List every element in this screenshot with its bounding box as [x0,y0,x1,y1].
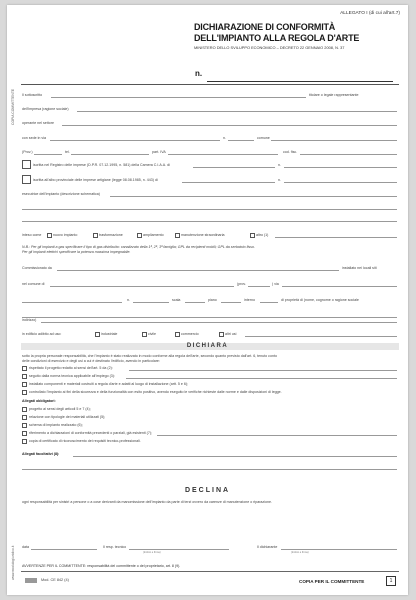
label-edificio: in edificio adibito ad uso: [22,332,62,336]
field-norma[interactable] [126,378,397,379]
field-operante[interactable] [62,125,397,126]
label-n2: n. [127,298,130,302]
label-iscritto-registro: iscritta nel Registro delle imprese (D.P.R. 07.12.1995, n. 581) della Camera C.I.A.A. di [33,163,170,167]
label-via: ) via [272,282,279,286]
checkbox-allegato-progetto[interactable] [22,407,27,412]
title-line-2: DELL'IMPIANTO ALLA REGOLA D'ARTE [194,33,360,43]
checkbox-commercio[interactable] [175,332,180,337]
dichiara-item-componenti: installato componenti e materiali costruiti a regola d'arte e adatti al luogo di installazione (artt. 5 e 6); [29,382,189,386]
label-piva: part. IVA [152,150,166,154]
field-piva[interactable] [168,154,278,155]
field-n-albo[interactable] [284,182,397,183]
field-via-cont[interactable] [22,302,122,303]
label-prov: (Prov.) [22,150,33,154]
checkbox-controllato[interactable] [22,390,27,395]
checkbox-albo-artigiane[interactable] [22,175,31,184]
label-interno: interno [244,298,255,302]
header-divider [21,84,399,85]
field-via[interactable] [282,286,397,287]
dichiara-heading: DICHIARA [186,343,229,349]
use-altri-usi: altri usi [225,332,237,336]
checkbox-norma-tecnica[interactable] [22,374,27,379]
avvertenze-text: AVVERTENZE PER IL COMMITTENTE: responsabilità del committente o del proprietario, art. 8 (9). [22,564,181,568]
allegato-certificato: copia di certificato di riconoscimento dei requisiti tecnico-professionali. [29,439,141,443]
field-proprieta[interactable] [22,317,397,318]
number-label: n. [195,69,203,78]
checkbox-allegato-schema[interactable] [22,423,27,428]
field-interno[interactable] [260,302,278,303]
nb-elettrici: Per gli impianti elettrici specificare la potenza massima impegnabile. [22,250,131,254]
field-piano[interactable] [221,302,241,303]
dichiara-intro-1: sotto la propria personale responsabilità, che l'impianto è stato realizzato in modo conforme alla regola dell'arte, secondo quanto previsto dall'art. 6, tenuto conto [22,354,277,358]
label-esecutrice: esecutrice dell'impianto (descrizione schematica) [22,192,100,196]
field-facoltativi[interactable] [73,456,397,457]
label-tel: tel. [65,150,70,154]
field-tel[interactable] [71,154,149,155]
checkbox-altro[interactable] [250,233,255,238]
field-progetto[interactable] [129,370,397,371]
number-field[interactable] [207,81,393,82]
option-manutenzione: manutenzione straordinaria [181,233,225,237]
label-prov2: (prov. [237,282,246,286]
use-industriale: industriale [101,332,118,336]
use-civile: civile [148,332,156,336]
option-nuovo-impianto: nuovo impianto [53,233,78,237]
label-n-registro: n. [278,163,281,167]
label-impresa: dell'impresa (ragione sociale) [22,107,69,111]
firma-note-1: (timbro e firma) [143,551,161,554]
field-prov[interactable] [34,154,62,155]
field-altro[interactable] [275,237,397,238]
field-dichiarante[interactable] [281,549,397,550]
label-sottoscritto: Il sottoscritto [22,93,43,97]
allegato-riferimento: riferimento a dichiarazioni di conformità precedenti o parziali, già esistenti (7); [29,431,153,435]
field-scala[interactable] [185,302,205,303]
checkbox-nuovo-impianto[interactable] [47,233,52,238]
field-facoltativi-2[interactable] [22,469,397,470]
field-commissionato[interactable] [57,270,339,271]
label-inteso-come: inteso come [22,233,42,237]
label-dichiarante: Il dichiarante [257,545,278,549]
checkbox-civile[interactable] [142,332,147,337]
checkbox-allegato-relazione[interactable] [22,415,27,420]
field-numero[interactable] [228,140,254,141]
checkbox-industriale[interactable] [95,332,100,337]
allegato-progetto: progetto ai sensi degli articoli 5 e 7 (4); [29,407,91,411]
field-nel-comune[interactable] [50,286,234,287]
field-sottoscritto[interactable] [51,97,306,98]
footer-copia-label: COPIA PER IL COMMITTENTE [299,579,365,584]
option-altro: altro (1) [256,233,269,237]
nb-gas: N.B.: Per gli impianti a gas specificare il tipo di gas distribuito: canalizzato della 1ª, 2ª, 3ª famiglia; GPL da recipienti mobili; GPL da serbatoio fisso. [22,245,255,249]
label-operante: operante nel settore [22,121,54,125]
label-resp-tecnico: Il resp. tecnico [103,545,127,549]
checkbox-progetto[interactable] [22,366,27,371]
checkbox-ampliamento[interactable] [137,233,142,238]
checkbox-componenti[interactable] [22,382,27,387]
field-riferimento[interactable] [157,435,397,436]
dichiara-item-norma: seguito dalla norma tecnica applicabile all'impiego (3): [29,374,115,378]
title-line-1: DICHIARAZIONE DI CONFORMITÀ [194,22,336,32]
field-indirizzo[interactable] [41,322,397,323]
field-prov2[interactable] [248,286,270,287]
declina-heading: DECLINA [184,487,231,494]
label-titolare: titolare o legale rappresentante [309,93,359,97]
allegati-obbligatori-label: Allegati obbligatori: [22,399,56,403]
option-ampliamento: ampliamento [143,233,164,237]
use-commercio: commercio [181,332,199,336]
field-comune[interactable] [271,140,397,141]
checkbox-manutenzione[interactable] [175,233,180,238]
side-website: www.modulogiuridico.it [11,545,15,580]
field-impresa[interactable] [77,111,397,112]
field-n-registro[interactable] [284,167,397,168]
label-proprieta: di proprietà di (nome, cognome o ragione sociale [281,298,359,302]
declina-text: ogni responsabilità per sinistri a persone o a cose derivanti da manomissione dell'impianto da parte di terzi ovvero da carenze di manutenzione o riparazione. [22,500,272,504]
label-nel-comune: nel comune di [22,282,45,286]
page-number: 1 [386,576,396,586]
ministero-text: MINISTERO DELLO SVILUPPO ECONOMICO – DECRETO 22 GENNAIO 2008, N. 37 [194,45,345,50]
checkbox-altri-usi[interactable] [219,332,224,337]
label-codfisc: cod. fisc. [283,150,298,154]
label-scala: scala [172,298,181,302]
field-n2[interactable] [133,302,169,303]
field-codfisc[interactable] [300,154,397,155]
allegato-schema: schema di impianto realizzato (6); [29,423,83,427]
dichiara-item-controllato: controllato l'impianto ai fini della sicurezza e della funzionalità con esito positivo, avendo eseguito le verifiche richieste dalle norme e dalle disposizioni di legge. [29,390,282,394]
field-iscritto-registro[interactable] [193,167,275,168]
checkbox-registro-imprese[interactable] [22,160,31,169]
form-page [7,5,408,595]
checkbox-trasformazione[interactable] [93,233,98,238]
model-code: Mod. CE 842 (4) [41,578,69,582]
allegato-relazione: relazione con tipologie dei materiali utilizzati (5); [29,415,106,419]
checkbox-allegato-certificato[interactable] [22,439,27,444]
field-resp-tecnico[interactable] [129,549,229,550]
option-trasformazione: trasformazione [99,233,123,237]
label-indirizzo: indirizzo) [22,318,37,322]
label-comune: comune [257,136,270,140]
field-altri-usi[interactable] [245,336,397,337]
label-commissionato: Commissionato da [22,266,52,270]
label-sede: con sede in via [22,136,46,140]
allegato-label: ALLEGATO I (di cui all'art.7) [340,11,400,16]
footer-divider [21,571,399,572]
field-data[interactable] [31,549,97,550]
dichiara-item-progetto: rispettato il progetto redatto ai sensi dell'art. 5 da (2): [29,366,113,370]
field-esecutrice-1[interactable] [110,196,397,197]
label-n: n. [223,136,226,140]
label-piano: piano [208,298,217,302]
label-installato: installato nei locali siti [342,266,377,270]
field-iscritto-albo[interactable] [182,182,275,183]
publisher-logo [25,578,37,583]
dichiara-intro-2: delle condizioni di esercizio e degli usi a cui è destinato l'edificio, avendo in particolare: [22,359,160,363]
field-esecutrice-2[interactable] [22,209,397,210]
label-data: data [22,545,29,549]
allegati-facoltativi-label: Allegati facoltativi (8): [22,452,60,456]
field-sede-via[interactable] [50,140,220,141]
side-copia-label: COPIA COMMITTENTE [11,88,15,125]
label-iscritto-albo: iscritta all'albo provinciale delle imprese artigiane (legge 08.08.1985, n. 443) di [33,178,158,182]
checkbox-allegato-riferimento[interactable] [22,431,27,436]
firma-note-2: (timbro e firma) [291,551,309,554]
label-n-albo: n. [278,178,281,182]
field-esecutrice-3[interactable] [22,221,397,222]
